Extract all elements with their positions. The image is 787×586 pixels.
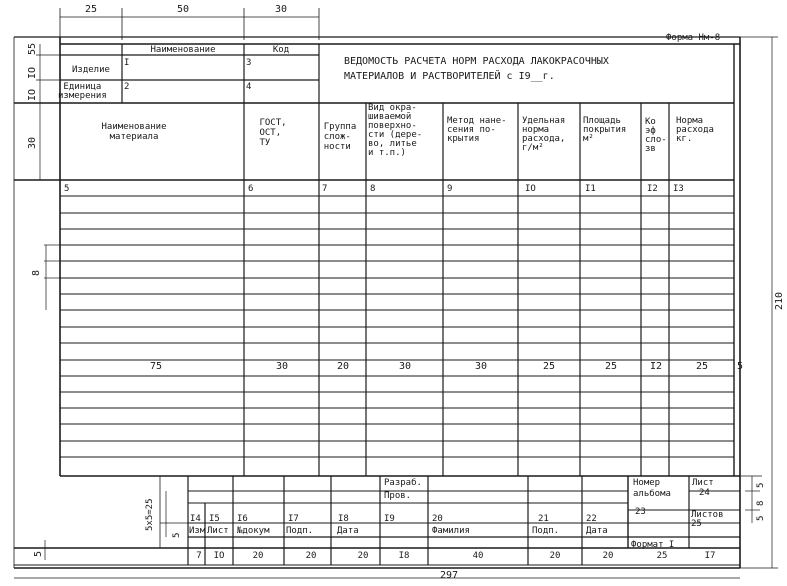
stamp-w18: I8 bbox=[398, 551, 410, 561]
col-width-25a: 25 bbox=[542, 361, 556, 372]
stamp-w20c: 20 bbox=[357, 551, 369, 561]
stamp-w7: 7 bbox=[196, 551, 202, 561]
col-width-25b: 25 bbox=[604, 361, 618, 372]
stamp-n18: I8 bbox=[338, 514, 349, 524]
stamp-w40: 40 bbox=[472, 551, 484, 561]
col-width-12: I2 bbox=[649, 361, 663, 372]
dim-8-right: 8 bbox=[756, 500, 766, 506]
form-label: Форма Нм-8 bbox=[666, 33, 721, 43]
col-width-25c: 25 bbox=[695, 361, 709, 372]
dim-25: 25 bbox=[84, 4, 98, 15]
stamp-n16: I6 bbox=[237, 514, 248, 524]
dim-30-left: 30 bbox=[27, 136, 38, 149]
col-num-5: 5 bbox=[64, 184, 70, 194]
col-num-10: IO bbox=[525, 184, 536, 194]
right-margin-dim: 5 bbox=[737, 361, 744, 372]
col-header-total: Норма расхода кг. bbox=[676, 116, 714, 144]
stamp-w25: 25 bbox=[656, 551, 668, 561]
col-header-method: Метод нане- сения по- крытия bbox=[447, 116, 507, 144]
dim-10b: IO bbox=[27, 88, 38, 101]
dim-210: 210 bbox=[774, 291, 785, 310]
col-num-7: 7 bbox=[322, 184, 328, 194]
dim-55: 55 bbox=[27, 42, 38, 55]
dim-5x5: 5х5=25 bbox=[145, 498, 155, 531]
col-num-13: I3 bbox=[673, 184, 684, 194]
field-3: 3 bbox=[246, 58, 252, 68]
field-2: 2 bbox=[124, 82, 130, 92]
title-line-2: МАТЕРИАЛОВ И РАСТВОРИТЕЛЕЙ с I9__г. bbox=[344, 71, 555, 82]
col-width-30a: 30 bbox=[275, 361, 289, 372]
dim-5-bottom: 5 bbox=[33, 550, 44, 557]
title-line-1: ВЕДОМОСТЬ РАСЧЕТА НОРМ РАСХОДА ЛАКОКРАСОЧНЫХ bbox=[344, 56, 609, 67]
stamp-w20b: 20 bbox=[305, 551, 317, 561]
stamp-n22: 22 bbox=[586, 514, 597, 524]
stamp-izm: Изм bbox=[189, 526, 206, 536]
col-header-gost: ГОСТ, ОСТ, ТУ bbox=[259, 118, 287, 148]
stamp-podp2: Подп. bbox=[532, 526, 560, 536]
stamp-ndokum: №докум bbox=[237, 526, 270, 536]
stamp-familia: Фамилия bbox=[432, 526, 470, 536]
stamp-data2: Дата bbox=[586, 526, 608, 536]
stamp-w17: I7 bbox=[704, 551, 716, 561]
col-header-surface: Вид окра- шиваемой поверхно- сти (дере- во, литье и т.п.) bbox=[368, 103, 423, 158]
col-header-area: Площадь покрытия м² bbox=[583, 116, 627, 144]
field-1: I bbox=[124, 58, 130, 68]
col-num-11: I1 bbox=[585, 184, 596, 194]
col-header-material: Наименование материала bbox=[101, 122, 167, 142]
izdelie-label: Изделие bbox=[72, 65, 110, 75]
dim-8-left: 8 bbox=[31, 269, 42, 276]
stamp-listov: Листов bbox=[691, 510, 724, 520]
dim-30: 30 bbox=[274, 4, 288, 15]
stamp-list: Лист bbox=[692, 478, 714, 488]
stamp-prov: Пров. bbox=[384, 491, 412, 501]
dim-10a: IO bbox=[27, 66, 38, 79]
col-num-12: I2 bbox=[647, 184, 658, 194]
col-width-75: 75 bbox=[149, 361, 163, 372]
dim-297: 297 bbox=[439, 570, 459, 581]
col-num-9: 9 bbox=[447, 184, 453, 194]
col-header-group: Группа слож- ности bbox=[323, 122, 357, 152]
naim-header: Наименование bbox=[150, 45, 216, 55]
stamp-n25: 25 bbox=[691, 519, 702, 529]
stamp-format: Формат I bbox=[631, 540, 675, 550]
col-num-8: 8 bbox=[370, 184, 376, 194]
dim-5-right-b: 5 bbox=[756, 515, 766, 521]
col-header-norm: Удельная норма расхода, г/м² bbox=[522, 116, 566, 153]
stamp-w10: IO bbox=[213, 551, 225, 561]
stamp-n24: 24 bbox=[699, 488, 710, 498]
col-header-coef: Ко эф сло- зв bbox=[645, 117, 667, 154]
stamp-n23: 23 bbox=[635, 507, 646, 517]
stamp-n19: I9 bbox=[384, 514, 395, 524]
stamp-n15: I5 bbox=[209, 514, 220, 524]
stamp-n21: 21 bbox=[538, 514, 549, 524]
stamp-razrab: Разраб. bbox=[384, 478, 422, 488]
stamp-n20: 20 bbox=[432, 514, 443, 524]
dim-5-right-a: 5 bbox=[756, 482, 766, 488]
stamp-w20a: 20 bbox=[252, 551, 264, 561]
col-width-30c: 30 bbox=[474, 361, 488, 372]
dim-5-stamp: 5 bbox=[172, 532, 182, 538]
col-width-20: 20 bbox=[336, 361, 350, 372]
stamp-list-col: Лист bbox=[207, 526, 229, 536]
col-width-30b: 30 bbox=[398, 361, 412, 372]
stamp-data: Дата bbox=[337, 526, 359, 536]
stamp-w20e: 20 bbox=[602, 551, 614, 561]
field-4: 4 bbox=[246, 82, 252, 92]
stamp-w20d: 20 bbox=[549, 551, 561, 561]
kod-header: Код bbox=[272, 45, 290, 55]
stamp-nomer-albom: Номер альбома bbox=[633, 478, 671, 499]
col-num-6: 6 bbox=[248, 184, 254, 194]
stamp-podp: Подп. bbox=[286, 526, 314, 536]
stamp-n17: I7 bbox=[288, 514, 299, 524]
stamp-n14: I4 bbox=[190, 514, 201, 524]
dim-50: 50 bbox=[176, 4, 190, 15]
edinica-label: Единица измерения bbox=[58, 82, 107, 101]
